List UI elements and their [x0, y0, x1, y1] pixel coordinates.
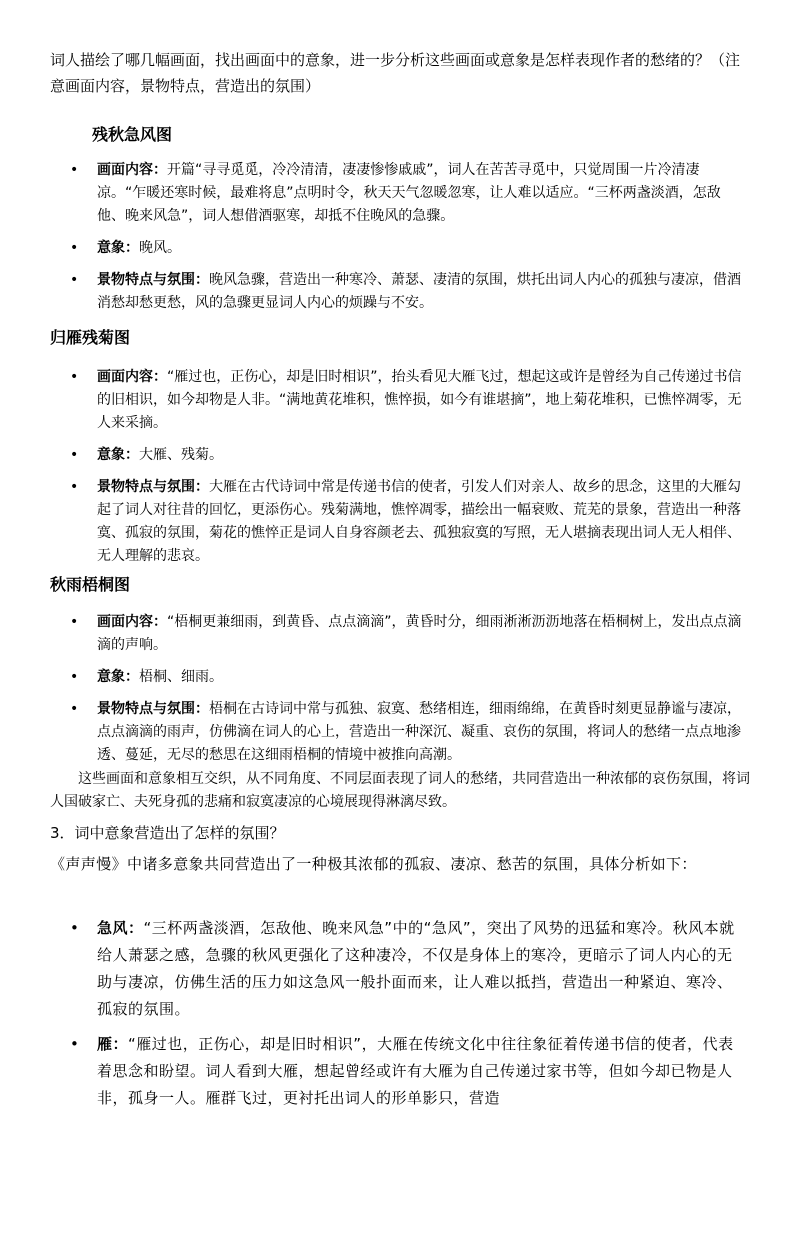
item-key-sep: ： — [153, 369, 167, 385]
bullet-icon: • — [70, 162, 79, 178]
item-key-sep: ： — [153, 162, 167, 178]
section-3-list — [0, 611, 747, 776]
item-text: 开篇“寻寻觅觅，冷冷清清，凄凄惨惨戚戚”，词人在苦苦寻觅中，只觉周围一片冷清凄凉。“乍暖还寒时候，最难将息”点明时令，秋天天气忽暖忽寒，让人难以适应。“三杯两盏淡酒，怎敌他、晚来风急”，词人想借酒驱寒，却抵不住晚风的急骤。 — [97, 162, 721, 224]
list-item — [0, 444, 747, 467]
list-item — [0, 269, 747, 315]
item-text: “梧桐更兼细雨，到黄昏、点点滴滴”，黄昏时分，细雨淅淅沥沥地落在梧桐树上，发出点点滴滴的声响。 — [97, 614, 742, 653]
section-title-1: 残秋急风图 — [92, 125, 173, 144]
item-text: “雁过也，正伤心，却是旧时相识”，抬头看见大雁飞过，想起这或许是曾经为自己传递过书信的旧相识，如今却物是人非。“满地黄花堆积，憔悴损，如今有谁堪摘”，地上菊花堆积，已憔悴凋零，无人来采摘。 — [97, 369, 742, 431]
section-2-list — [0, 366, 747, 577]
question-3-intro: 《声声慢》中诸多意象共同营造出了一种极其浓郁的孤寂、凄凉、愁苦的氛围，具体分析如下： — [50, 855, 697, 873]
summary-paragraph: 这些画面和意象相互交织，从不同角度、不同层面表现了词人的愁绪，共同营造出一种浓郁的哀伤氛围，将词人国破家亡、夫死身孤的悲痛和寂寞凄凉的心境展现得淋漓尽致。 — [50, 771, 750, 810]
list-item — [0, 366, 747, 435]
item-key-sep: ： — [125, 240, 139, 256]
list-item — [0, 611, 747, 657]
item-key: 意象 — [97, 240, 125, 256]
bullet-icon: • — [70, 479, 79, 495]
item-key: 意象 — [97, 447, 125, 463]
item-key-sep: ： — [125, 447, 139, 463]
question-3-list — [0, 915, 747, 1120]
bullet-icon: • — [70, 240, 79, 256]
bullet-icon: • — [70, 447, 79, 463]
list-item — [0, 1031, 747, 1112]
item-key-sep: ： — [195, 479, 209, 495]
bullet-icon: • — [70, 614, 79, 630]
item-text: 大雁、残菊。 — [139, 447, 223, 463]
item-key: 意象 — [97, 669, 125, 685]
item-key: 雁 — [97, 1035, 113, 1053]
item-key-sep: ： — [128, 919, 144, 937]
item-text: 晚风急骤，营造出一种寒冷、萧瑟、凄清的氛围，烘托出词人内心的孤独与凄凉，借酒消愁却愁更愁，风的急骤更显词人内心的烦躁与不安。 — [97, 272, 741, 311]
section-title-2: 归雁残菊图 — [50, 328, 131, 347]
list-item — [0, 666, 747, 689]
item-key: 画面内容 — [97, 162, 153, 178]
list-item — [0, 476, 747, 568]
list-item — [0, 915, 747, 1023]
item-key-sep: ： — [195, 701, 209, 717]
list-item — [0, 698, 747, 767]
section-1-list — [0, 159, 747, 324]
item-key-sep: ： — [112, 1035, 129, 1053]
bullet-icon: • — [70, 1035, 80, 1053]
item-key: 画面内容 — [97, 369, 153, 385]
item-text: 大雁在古代诗词中常是传递书信的使者，引发人们对亲人、故乡的思念，这里的大雁勾起了词人对往昔的回忆，更添伤心。残菊满地，憔悴凋零，描绘出一幅衰败、荒芜的景象，营造出一种落寞、孤寂的氛围，菊花的憔悴正是词人自身容颜老去、孤独寂寞的写照，无人堪摘表现出词人无人相伴、无人理解的悲哀。 — [97, 479, 741, 564]
intro-question: 词人描绘了哪几幅画面，找出画面中的意象，进一步分析这些画面或意象是怎样表现作者的愁绪的？（注意画面内容，景物特点，营造出的氛围） — [50, 51, 741, 95]
list-item — [0, 159, 747, 228]
bullet-icon: • — [70, 369, 79, 385]
bullet-icon: • — [70, 669, 79, 685]
bullet-icon: • — [70, 272, 79, 288]
item-key: 景物特点与氛围 — [97, 701, 195, 717]
item-key-sep: ： — [153, 614, 167, 630]
item-text: “雁过也，正伤心，却是旧时相识”，大雁在传统文化中往往象征着传递书信的使者，代表着思念和盼望。词人看到大雁，想起曾经或许有大雁为自己传递过家书等，但如今却已物是人非，孤身一人。雁群飞过，更衬托出词人的形单影只，营造 — [97, 1035, 734, 1107]
item-key: 景物特点与氛围 — [97, 479, 195, 495]
section-title-3: 秋雨梧桐图 — [50, 575, 131, 594]
bullet-icon: • — [70, 701, 79, 717]
item-text: “三杯两盏淡酒，怎敌他、晚来风急”中的“急风”，突出了风势的迅猛和寒冷。秋风本就给人萧瑟之感，急骤的秋风更强化了这种凄冷，不仅是身体上的寒冷，更暗示了词人内心的无助与凄凉，仿佛生活的压力如这急风一般扑面而来，让人难以抵挡，营造出一种紧迫、寒冷、孤寂的氛围。 — [97, 919, 735, 1018]
list-item — [0, 237, 747, 260]
item-key: 景物特点与氛围 — [97, 272, 195, 288]
item-key: 画面内容 — [97, 614, 153, 630]
bullet-icon: • — [70, 919, 80, 937]
item-key-sep: ： — [125, 669, 139, 685]
item-text: 梧桐在古诗词中常与孤独、寂寞、愁绪相连，细雨绵绵，在黄昏时刻更显静谧与凄凉，点点滴滴的雨声，仿佛滴在词人的心上，营造出一种深沉、凝重、哀伤的氛围，将词人的愁绪一点点地渗透、蔓延，无尽的愁思在这细雨梧桐的情境中被推向高潮。 — [97, 701, 741, 763]
item-text: 晚风。 — [139, 240, 181, 256]
question-3-title: 3．词中意象营造出了怎样的氛围？ — [50, 824, 285, 842]
item-key-sep: ： — [195, 272, 209, 288]
item-text: 梧桐、细雨。 — [139, 669, 223, 685]
item-key: 急风 — [97, 919, 129, 937]
